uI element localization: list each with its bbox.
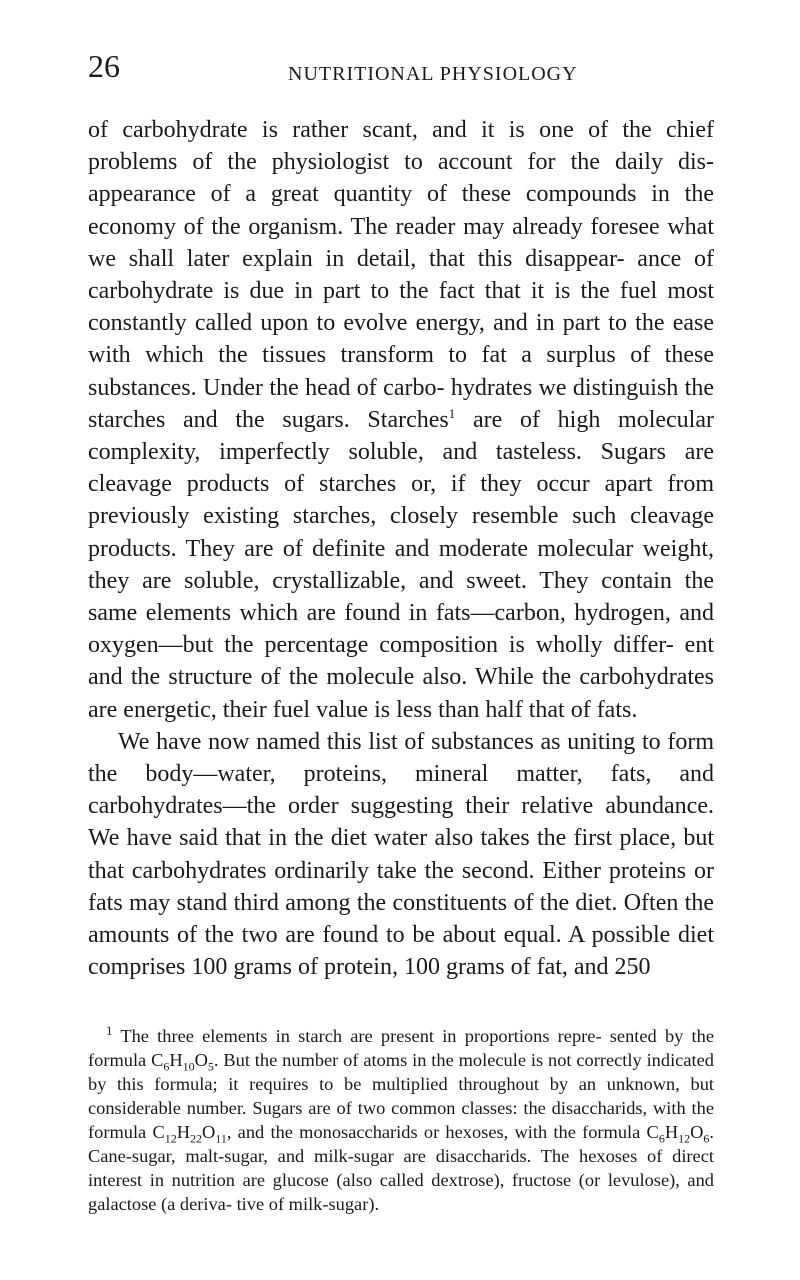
- footnote-reference: 1: [448, 405, 456, 421]
- formula-3-o-symbol: O: [690, 1122, 704, 1142]
- formula-1-h: 10: [182, 1059, 195, 1074]
- formula-2-h-symbol: H: [176, 1122, 190, 1142]
- formula-3-h: 12: [678, 1131, 691, 1146]
- paragraph-1-text-b: are of high molecular complexity, imperfectly soluble, and tasteless. Sugars are cleavage products of starches or, if they occur apart from previously existing starches, closely resemble such cleavage products. They are of definite and moderate molecular weight, they are soluble, crystallizable, and sweet. They contain the same elements which are found in fats—carbon, hydrogen, and oxygen—but the percentage composition is wholly differ- ent and the structure of the molecule also. While the carbohydrates are energetic, their fuel value is less than half that of fats.: [88, 406, 714, 723]
- formula-1-h-symbol: H: [169, 1050, 183, 1070]
- running-head: NUTRITIONAL PHYSIOLOGY: [288, 63, 578, 85]
- formula-3-c: 6: [658, 1131, 665, 1146]
- paragraph-1-text-a: of carbohydrate is rather scant, and it is one of the chief problems of the physiologist to account for the daily dis- appearance of a great quantity of these compounds in the economy of the organism. The reader may already foresee what we shall later explain in detail, that this disappear- ance of carbohydrate is due in part to the fact that it is the fuel most constantly called upon to evolve energy, and in part to the ease with which the tissues transform to fat a surplus of these substances. Under the head of carbo- hydrates we distinguish the starches and the sugars. Starches: [88, 117, 714, 433]
- paragraph-2: We have now named this list of substances as uniting to form the body—water, proteins, mineral matter, fats, and carbohydrates—the order suggesting their relative abundance. We have said that in the diet water also takes the first place, but that carbohydrates ordinarily take the second. Either proteins or fats may stand third among the constituents of the diet. Often the amounts of the two are found to be about equal. A possible diet comprises 100 grams of protein, 100 grams of fat, and 250: [88, 728, 714, 981]
- formula-3-h-symbol: H: [664, 1122, 679, 1142]
- formula-2-h: 22: [190, 1131, 202, 1146]
- formula-1-o-symbol: O: [194, 1050, 208, 1070]
- footnote-marker: 1: [106, 1022, 113, 1038]
- footnote-text-2: . But the number of atoms in the molecule is not correctly indicated by this formula; it requires to be multiplied throughout by an unknown, but considerable number. Sugars are of two common classes: the disaccharids, with the formula C: [88, 1050, 714, 1142]
- body-text: [88, 114, 714, 983]
- footnote-text-3: , and the monosaccharids or hexoses, with the formula C: [226, 1122, 659, 1142]
- footnote: [88, 1024, 714, 1216]
- footnote-text-4: . Cane-sugar, malt-sugar, and milk-sugar are disaccharids. The hexoses of direct interest in nutrition are glucose (also called dextrose), fructose (or levulose), and galactose (a deriva- tive of milk-sugar).: [88, 1122, 714, 1214]
- formula-1-c: 6: [163, 1059, 170, 1074]
- page-number: 26: [88, 48, 120, 84]
- page-header: [88, 48, 712, 92]
- formula-2-o-symbol: O: [202, 1122, 216, 1142]
- footnote-text-1: The three elements in starch are present in proportions repre- sented by the formula C: [88, 1026, 714, 1070]
- formula-2-c: 12: [164, 1131, 177, 1146]
- formula-3-o: 6: [703, 1131, 710, 1146]
- formula-1-o: 5: [207, 1059, 214, 1074]
- paragraph-1: [88, 114, 714, 726]
- formula-2-o: 11: [215, 1131, 227, 1146]
